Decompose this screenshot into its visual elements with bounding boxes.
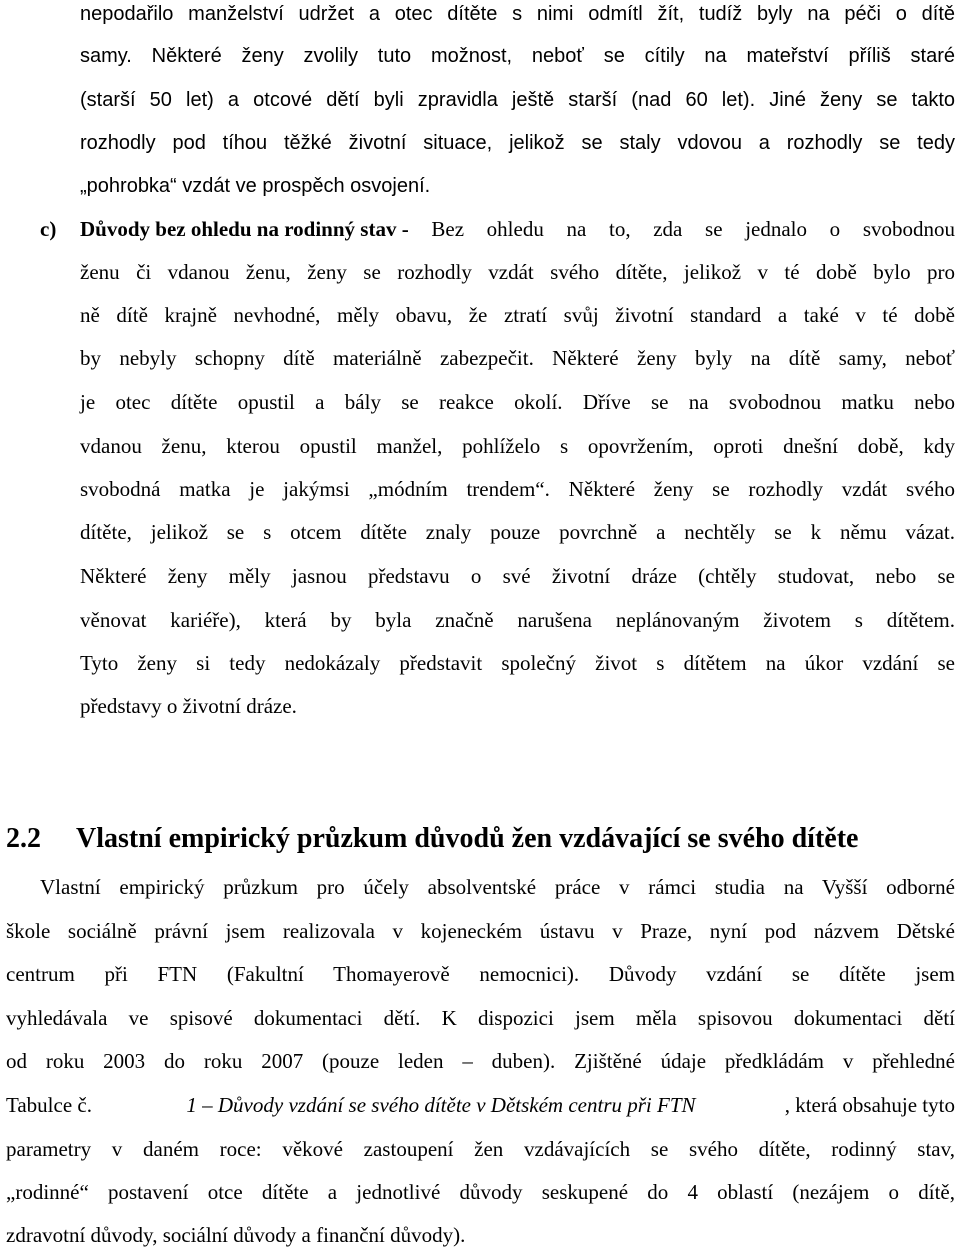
item-c-label: c) xyxy=(40,217,57,241)
section-line-1: Vlastní empirický průzkum pro účely absolventské práce v rámci studia na Vyšší odborné xyxy=(40,875,955,899)
section-line-9: zdravotní důvody, sociální důvody a finanční důvody). xyxy=(6,1223,466,1247)
item-c-line-10: věnovat kariéře), která by byla značně narušena neplánovaným životem s dítětem. xyxy=(80,608,955,632)
item-c-line-12: představy o životní dráze. xyxy=(80,694,297,718)
section-line-2: škole sociálně právní jsem realizovala v kojeneckém ústavu v Praze, nyní pod názvem Dětské xyxy=(6,919,955,943)
section-line-3: centrum při FTN (Fakultní Thomayerově nemocnici). Důvody vzdání se dítěte jsem xyxy=(6,962,955,986)
item-c-first-line-text: Bez ohledu na to, zda se jednalo o svobodnou xyxy=(408,217,955,241)
intro-line-1: nepodařilo manželství udržet a otec dítěte s nimi odmítl žít, tudíž byly na péči o dítě xyxy=(80,3,955,25)
section-heading xyxy=(6,823,936,855)
section-line-8: „rodinné“ postavení otce dítěte a jednotlivé důvody seskupené do 4 oblastí (nezájem o dítě, xyxy=(6,1180,955,1204)
table-ref-before: Tabulce č. xyxy=(6,1093,92,1117)
item-c-line-2: ženu či vdanou ženu, ženy se rozhodly vzdát svého dítěte, jelikož v té době bylo pro xyxy=(80,260,955,284)
section-line-4: vyhledávala ve spisové dokumentaci dětí. K dispozici jsem měla spisovou dokumentaci dětí xyxy=(6,1006,955,1030)
item-c-line-3: ně dítě krajně nevhodné, měly obavu, že ztratí svůj životní standard a také v té době xyxy=(80,303,955,327)
table-reference-line xyxy=(6,1093,955,1117)
item-c-line-6: vdanou ženu, kterou opustil manžel, pohlíželo s opovržením, oproti dnešní době, kdy xyxy=(80,434,955,458)
section-line-7: parametry v daném roce: věkové zastoupení žen vzdávajících se svého dítěte, rodinný stav, xyxy=(6,1137,955,1161)
section-line-5: od roku 2003 do roku 2007 (pouze leden – duben). Zjištěné údaje předkládám v přehledné xyxy=(6,1049,955,1073)
intro-line-2: samy. Některé ženy zvolily tuto možnost, neboť se cítily na mateřství příliš staré xyxy=(80,45,955,67)
intro-line-3: (starší 50 let) a otcové dětí byli zpravidla ještě starší (nad 60 let). Jiné ženy se takto xyxy=(80,89,955,111)
item-c-title: Důvody bez ohledu na rodinný stav - xyxy=(80,217,409,241)
section-number: 2.2 xyxy=(6,823,41,854)
item-c-line-11: Tyto ženy si tedy nedokázaly představit společný život s dítětem na úkor vzdání se xyxy=(80,651,955,675)
table-ref-after: , která obsahuje tyto xyxy=(784,1093,955,1117)
item-c-line-9: Některé ženy měly jasnou představu o své životní dráze (chtěly studovat, nebo se xyxy=(80,564,955,588)
item-c-first-line xyxy=(80,217,955,241)
table-ref-italic: 1 – Důvody vzdání se svého dítěte v Dětském centru při FTN xyxy=(181,1093,696,1117)
item-c-line-4: by nebyly schopny dítě materiálně zabezpečit. Některé ženy byly na dítě samy, neboť xyxy=(80,346,955,370)
section-title: Vlastní empirický průzkum důvodů žen vzdávající se svého dítěte xyxy=(76,823,859,854)
item-c-line-5: je otec dítěte opustil a bály se reakce okolí. Dříve se na svobodnou matku nebo xyxy=(80,390,955,414)
item-c-line-8: dítěte, jelikož se s otcem dítěte znaly pouze povrchně a nechtěly se k němu vázat. xyxy=(80,520,955,544)
intro-line-4: rozhodly pod tíhou těžké životní situace, jelikož se staly vdovou a rozhodly se tedy xyxy=(80,132,955,154)
item-c-line-7: svobodná matka je jakýmsi „módním trendem“. Některé ženy se rozhodly vzdát svého xyxy=(80,477,955,501)
intro-line-5: „pohrobka“ vzdát ve prospěch osvojení. xyxy=(80,175,431,197)
